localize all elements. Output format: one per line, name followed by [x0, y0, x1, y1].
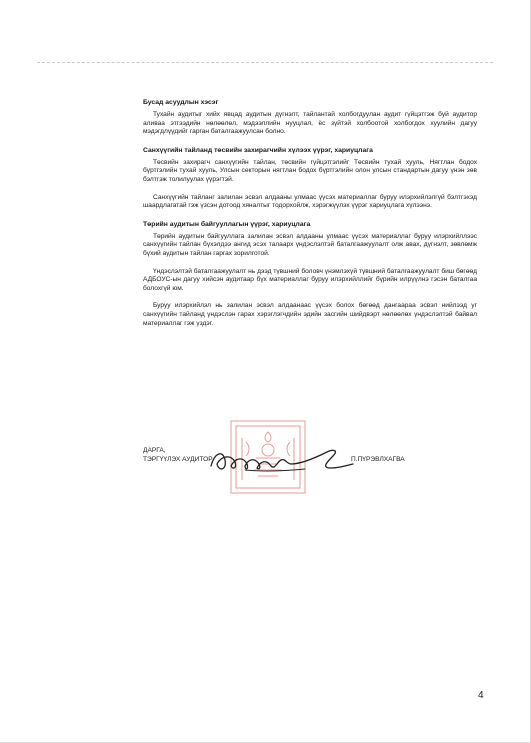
document-body [143, 98, 477, 337]
header-rule [37, 62, 493, 63]
paragraph-audit-office-2: Үндэслэлтэй баталгаажуулалт нь дээд түвшний боловч үнэмлэхүй түвшний баталгаажуулалт биш бөгөөд АДБОУС-ын дагуу хийсэн аудитаар бүх материаллаг буруу илэрхийллийг бүрийн илрүүлнэ гэсэн баталгаа болохгүй юм. [143, 267, 477, 292]
section-heading-other-matters: Бусад асуудлын хэсэг [143, 99, 219, 106]
section-heading-budget-manager-responsibility: Санхүүгийн тайланд төсвийн захирагчийн хүлээх үүрэг, хариуцлага [143, 146, 373, 154]
signatory-name: П.ПҮРЭВЛХАГВА [351, 456, 405, 463]
paragraph-other-matters-1: Тухайн аудитыг хийх явцад аудитын дүгнэлт, тайлантай холбогдуулан аудит гүйцэтгэж буй аудитор аливаа этгээдийн нөлөөлөл, мэдээллийн нууцлал, ёс зүйтэй холбоотой холбогдох хуулийн дагуу мэдэгдлүүдийг гарган баталгаажуулсан болно. [143, 111, 477, 136]
page-number: 4 [478, 690, 484, 701]
paragraph-budget-manager-1: Төсвийн захирагч санхүүгийн тайлан, төсвийн гүйцэтгэлийг Төсвийн тухай хууль, Нягтлан бодох бүртгэлийн тухай хууль, Улсын секторын нягтлан бодох бүртгэлийн олон улсын стандартын дагуу үнэн зөв бэлтгэж толилуулах үүрэгтэй. [143, 158, 477, 183]
signature-block [143, 446, 483, 526]
paragraph-audit-office-1: Төрийн аудитын байгууллага залилан эсвэл алдааны улмаас үүсэх материаллаг буруу илэрхийллээс санхүүгийн тайлан бүхэлдээ ангид эсэх талаарх үндэслэлтэй баталгаажуулалт олж авах, дүгнэлт, зөвлөмж бүхий аудитын тайлан гаргах зорилготой. [143, 232, 477, 257]
paragraph-budget-manager-2: Санхүүгийн тайланг залилан эсвэл алдааны улмаас үүсэх материаллаг буруу илэрхийлэлгүй бэлтгэхэд шаардлагатай гэж үзсэн дотоод хяналтыг тодорхойлж, хэрэгжүүлэх үүрэг хариуцлага хүлээнэ. [143, 193, 477, 210]
signatory-title-line1: ДАРГА, [143, 447, 166, 454]
section-heading-audit-office-responsibility: Төрийн аудитын байгууллагын үүрэг, хариуцлага [143, 220, 311, 228]
signatory-title-line2: ТЭРГҮҮЛЭХ АУДИТОР [143, 456, 213, 463]
paragraph-audit-office-3: Буруу илэрхийлэл нь залилан эсвэл алдаанаас үүсэх болох бөгөөд дангаараа эсвэл нийлээд уг санхүүгийн тайланд үндэслэн гарах хэрэглэгчдийн эдийн засгийн шийдвэрт нөлөөлөх үндэслэлтэй байвал материаллаг гэж үздэг. [143, 302, 477, 327]
